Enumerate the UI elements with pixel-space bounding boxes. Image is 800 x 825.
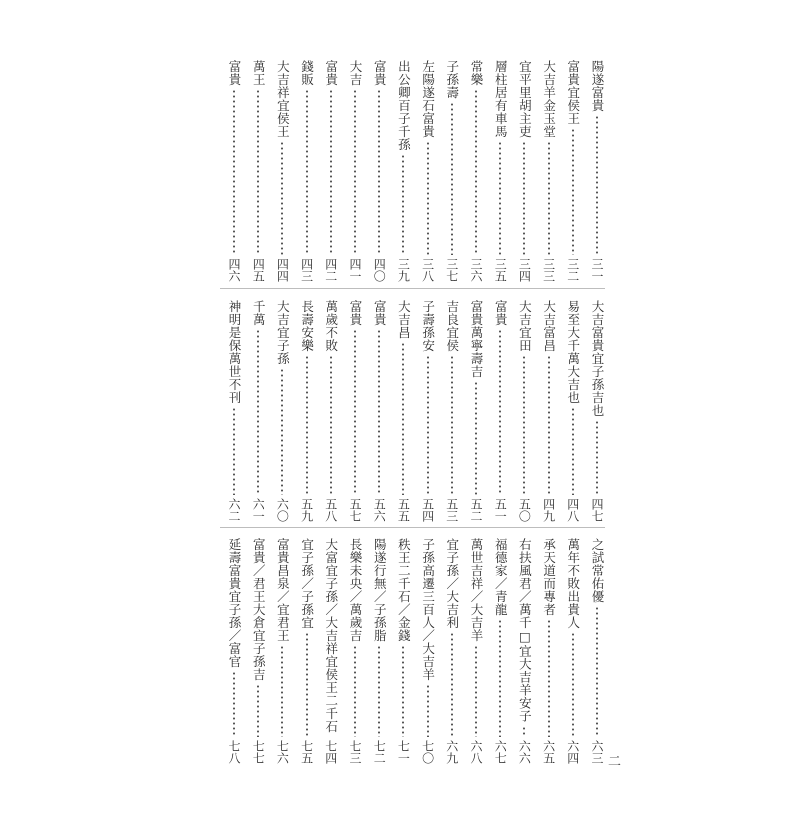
toc-entry-title: 富貴／君王大倉宜子孫吉	[251, 538, 267, 681]
toc-block-middle	[220, 300, 605, 522]
toc-entry	[444, 60, 460, 282]
page-number: 二	[605, 754, 620, 767]
toc-entry-page: 六八	[469, 740, 483, 764]
dot-leader	[475, 645, 477, 737]
dot-leader	[451, 355, 453, 495]
toc-entry-title: 大富宜子孫／大吉祥宜侯王二千石	[323, 538, 339, 733]
toc-entry-page: 五九	[299, 498, 314, 522]
toc-entry-page: 四〇	[372, 258, 387, 282]
toc-entry-page: 四九	[541, 498, 556, 522]
toc-entry-page: 三四	[517, 258, 532, 282]
dot-leader	[596, 606, 598, 737]
dot-leader	[451, 632, 453, 737]
dot-leader	[257, 89, 259, 255]
toc-entry-title: 萬王	[251, 60, 267, 86]
toc-entry-page: 六一	[251, 498, 266, 522]
toc-entry-title: 左陽遂石富貴	[420, 60, 436, 138]
toc-entry	[468, 300, 484, 522]
toc-entry	[444, 300, 460, 522]
toc-entry-title: 萬年不敗出貴人	[565, 538, 581, 629]
toc-entry-page: 四五	[251, 258, 266, 282]
toc-entry-title: 大吉羊金玉堂	[541, 60, 557, 138]
toc-entry	[565, 538, 581, 764]
toc-entry-title: 大吉富昌	[541, 300, 557, 352]
toc-entry-page: 四八	[565, 498, 580, 522]
toc-entry-title: 子孫高遷三百人／大吉羊	[420, 538, 436, 681]
toc-entry	[565, 300, 581, 522]
toc-entry	[541, 60, 557, 282]
toc-entry-page: 三七	[444, 258, 459, 282]
toc-entry-page: 五四	[420, 498, 435, 522]
toc-entry-page: 五五	[396, 498, 411, 522]
toc-entry	[323, 538, 339, 764]
dot-leader	[572, 128, 574, 255]
toc-entry-title: 富貴	[227, 60, 242, 86]
toc-entry-title: 秩王二千石／金錢	[396, 538, 412, 642]
toc-entry-title: 宜平里胡主吏	[517, 60, 533, 138]
toc-entry-title: 富貴昌泉／宜君王	[275, 538, 291, 642]
toc-entry	[274, 60, 290, 282]
toc-entry-title: 千萬	[251, 300, 267, 326]
toc-entry-page: 五三	[444, 498, 459, 522]
dot-leader	[427, 141, 429, 255]
toc-entry-page: 三八	[420, 258, 435, 282]
toc-entry-title: 常樂	[469, 60, 484, 86]
toc-entry	[371, 60, 387, 282]
toc-entry	[347, 538, 363, 764]
dot-leader	[378, 329, 380, 495]
toc-entry-page: 五二	[469, 498, 483, 522]
toc-entry	[492, 60, 508, 282]
toc-entry-page: 六三	[590, 740, 604, 764]
toc-entry-title: 富貴	[493, 300, 509, 326]
toc-entry	[420, 538, 436, 764]
dot-leader	[330, 89, 332, 255]
divider-rule-1	[220, 288, 605, 289]
toc-entry	[589, 538, 605, 764]
toc-entry	[371, 300, 387, 522]
toc-entry	[250, 538, 266, 764]
toc-entry-page: 七七	[251, 740, 266, 764]
toc-entry-title: 宜子孫／大吉利	[444, 538, 460, 629]
toc-entry	[395, 300, 411, 522]
toc-entry	[516, 538, 532, 764]
dot-leader	[475, 89, 477, 255]
toc-entry-page: 三九	[396, 258, 411, 282]
dot-leader	[233, 671, 235, 737]
toc-entry-title: 錢販	[299, 60, 315, 86]
toc-entry-title: 吉良宜侯	[444, 300, 460, 352]
toc-entry	[250, 300, 266, 522]
toc-block-top	[220, 60, 605, 282]
toc-entry	[516, 60, 532, 282]
dot-leader	[402, 154, 404, 255]
toc-entry-page: 七八	[227, 740, 241, 764]
toc-entry	[299, 60, 315, 282]
dot-leader	[306, 355, 308, 495]
toc-entry-title: 層柱居有車馬	[493, 60, 509, 138]
toc-entry-page: 五六	[372, 498, 387, 522]
toc-entry-page: 七二	[372, 740, 387, 764]
dot-leader	[572, 407, 574, 495]
toc-entry-page: 四二	[323, 258, 338, 282]
toc-entry-title: 陽遂行無／子孫脂	[372, 538, 388, 642]
toc-entry-page: 六六	[517, 740, 532, 764]
toc-entry-page: 六九	[444, 740, 459, 764]
toc-entry-page: 七〇	[420, 740, 435, 764]
toc-entry-title: 萬歲不敗	[323, 300, 339, 352]
toc-entry-title: 大吉昌	[396, 300, 412, 339]
dot-leader	[475, 381, 477, 495]
dot-leader	[451, 102, 453, 255]
toc-entry	[589, 300, 605, 522]
toc-entry-title: 子壽孫安	[420, 300, 436, 352]
dot-leader	[427, 355, 429, 495]
toc-entry-title: 右扶風君／萬千□宜大吉羊安子	[517, 538, 533, 723]
dot-leader	[402, 342, 404, 495]
toc-entry-title: 富貴	[348, 300, 363, 326]
toc-entry-title: 子孫壽	[444, 60, 460, 99]
toc-entry	[226, 538, 242, 764]
toc-entry-title: 富貴萬寧壽吉	[469, 300, 484, 378]
dot-leader	[548, 141, 550, 255]
toc-entry	[347, 60, 363, 282]
dot-leader	[596, 420, 598, 495]
toc-entry	[274, 538, 290, 764]
toc-entry-title: 富貴宜侯王	[565, 60, 581, 125]
dot-leader	[330, 736, 332, 737]
toc-entry	[299, 300, 315, 522]
toc-entry-title: 陽遂富貴	[590, 60, 605, 112]
dot-leader	[378, 645, 380, 737]
dot-leader	[499, 141, 501, 255]
toc-entry	[371, 538, 387, 764]
toc-entry	[299, 538, 315, 764]
dot-leader	[499, 329, 501, 495]
toc-entry-page: 三五	[493, 258, 508, 282]
toc-entry	[516, 300, 532, 522]
toc-entry-page: 六二	[227, 498, 241, 522]
toc-entry-page: 四一	[348, 258, 362, 282]
toc-entry-page: 三一	[590, 258, 604, 282]
toc-entry-title: 大吉富貴宜子孫吉也	[590, 300, 605, 417]
toc-entry-title: 之試常佑優	[590, 538, 605, 603]
dot-leader	[378, 89, 380, 255]
dot-leader	[354, 329, 356, 495]
toc-entry-page: 五八	[323, 498, 338, 522]
toc-entry	[541, 538, 557, 764]
toc-entry-title: 長樂未央／萬歲吉	[348, 538, 363, 642]
dot-leader	[233, 407, 235, 495]
dot-leader	[523, 355, 525, 495]
dot-leader	[548, 619, 550, 737]
toc-entry-page: 五〇	[517, 498, 532, 522]
toc-entry-title: 大吉祥宜侯王	[275, 60, 291, 138]
toc-entry	[250, 60, 266, 282]
toc-entry-page: 七五	[299, 740, 314, 764]
toc-entry	[565, 60, 581, 282]
toc-entry-title: 富貴	[372, 60, 388, 86]
toc-entry	[323, 60, 339, 282]
toc-entry-page: 七一	[396, 740, 411, 764]
dot-leader	[281, 645, 283, 737]
toc-entry	[492, 538, 508, 764]
toc-entry	[492, 300, 508, 522]
dot-leader	[257, 329, 259, 495]
toc-entry	[468, 538, 484, 764]
toc-entry	[468, 60, 484, 282]
divider-rule-2	[220, 527, 605, 528]
toc-entry	[420, 300, 436, 522]
dot-leader	[523, 141, 525, 255]
toc-entry-title: 承天道而專者	[541, 538, 557, 616]
toc-entry-page: 七六	[275, 740, 290, 764]
toc-entry	[323, 300, 339, 522]
toc-entry-title: 富貴	[372, 300, 388, 326]
toc-entry-title: 富貴	[323, 60, 339, 86]
dot-leader	[402, 645, 404, 737]
dot-leader	[354, 89, 356, 255]
toc-entry-title: 易至大千萬大吉也	[565, 300, 581, 404]
toc-entry-page: 三二	[565, 258, 580, 282]
dot-leader	[499, 619, 501, 737]
toc-entry-title: 出公卿百子千孫	[396, 60, 412, 151]
toc-entry-title: 長壽安樂	[299, 300, 315, 352]
toc-entry	[395, 538, 411, 764]
dot-leader	[523, 726, 525, 738]
toc-entry-title: 大吉宜子孫	[275, 300, 291, 365]
toc-entry-page: 四三	[299, 258, 314, 282]
toc-entry-page: 三三	[541, 258, 556, 282]
toc-entry-page: 七四	[323, 740, 338, 764]
dot-leader	[354, 645, 356, 737]
toc-entry-title: 福德家／青龍	[493, 538, 509, 616]
toc-entry-title: 神明是保萬世不刊	[227, 300, 242, 404]
dot-leader	[233, 89, 235, 255]
toc-entry-page: 五一	[493, 498, 508, 522]
toc-entry	[226, 60, 242, 282]
toc-entry	[226, 300, 242, 522]
toc-entry-title: 大吉宜田	[517, 300, 533, 352]
toc-entry	[541, 300, 557, 522]
toc-entry-page: 三六	[469, 258, 483, 282]
toc-entry-title: 宜子孫／子孫宜	[299, 538, 315, 629]
dot-leader	[281, 368, 283, 495]
toc-entry-page: 六〇	[275, 498, 290, 522]
toc-entry-page: 五七	[348, 498, 362, 522]
toc-entry	[444, 538, 460, 764]
toc-entry-page: 四七	[590, 498, 604, 522]
dot-leader	[306, 89, 308, 255]
toc-entry	[589, 60, 605, 282]
toc-entry-page: 六四	[565, 740, 580, 764]
toc-block-bottom	[220, 538, 605, 764]
toc-entry	[420, 60, 436, 282]
toc-entry-page: 六五	[541, 740, 556, 764]
toc-entry-title: 萬世吉祥／大吉羊	[469, 538, 484, 642]
dot-leader	[257, 684, 259, 737]
toc-entry	[395, 60, 411, 282]
dot-leader	[306, 632, 308, 737]
toc-entry-page: 四四	[275, 258, 290, 282]
dot-leader	[572, 632, 574, 737]
dot-leader	[330, 355, 332, 495]
dot-leader	[596, 115, 598, 255]
toc-entry-title: 延壽富貴宜子孫／富官	[227, 538, 242, 668]
toc-entry-page: 四六	[227, 258, 241, 282]
toc-entry	[347, 300, 363, 522]
toc-entry	[274, 300, 290, 522]
toc-entry-title: 大吉	[348, 60, 363, 86]
dot-leader	[427, 684, 429, 737]
dot-leader	[548, 355, 550, 495]
toc-entry-page: 七三	[348, 740, 362, 764]
toc-entry-page: 六七	[493, 740, 508, 764]
dot-leader	[281, 141, 283, 255]
